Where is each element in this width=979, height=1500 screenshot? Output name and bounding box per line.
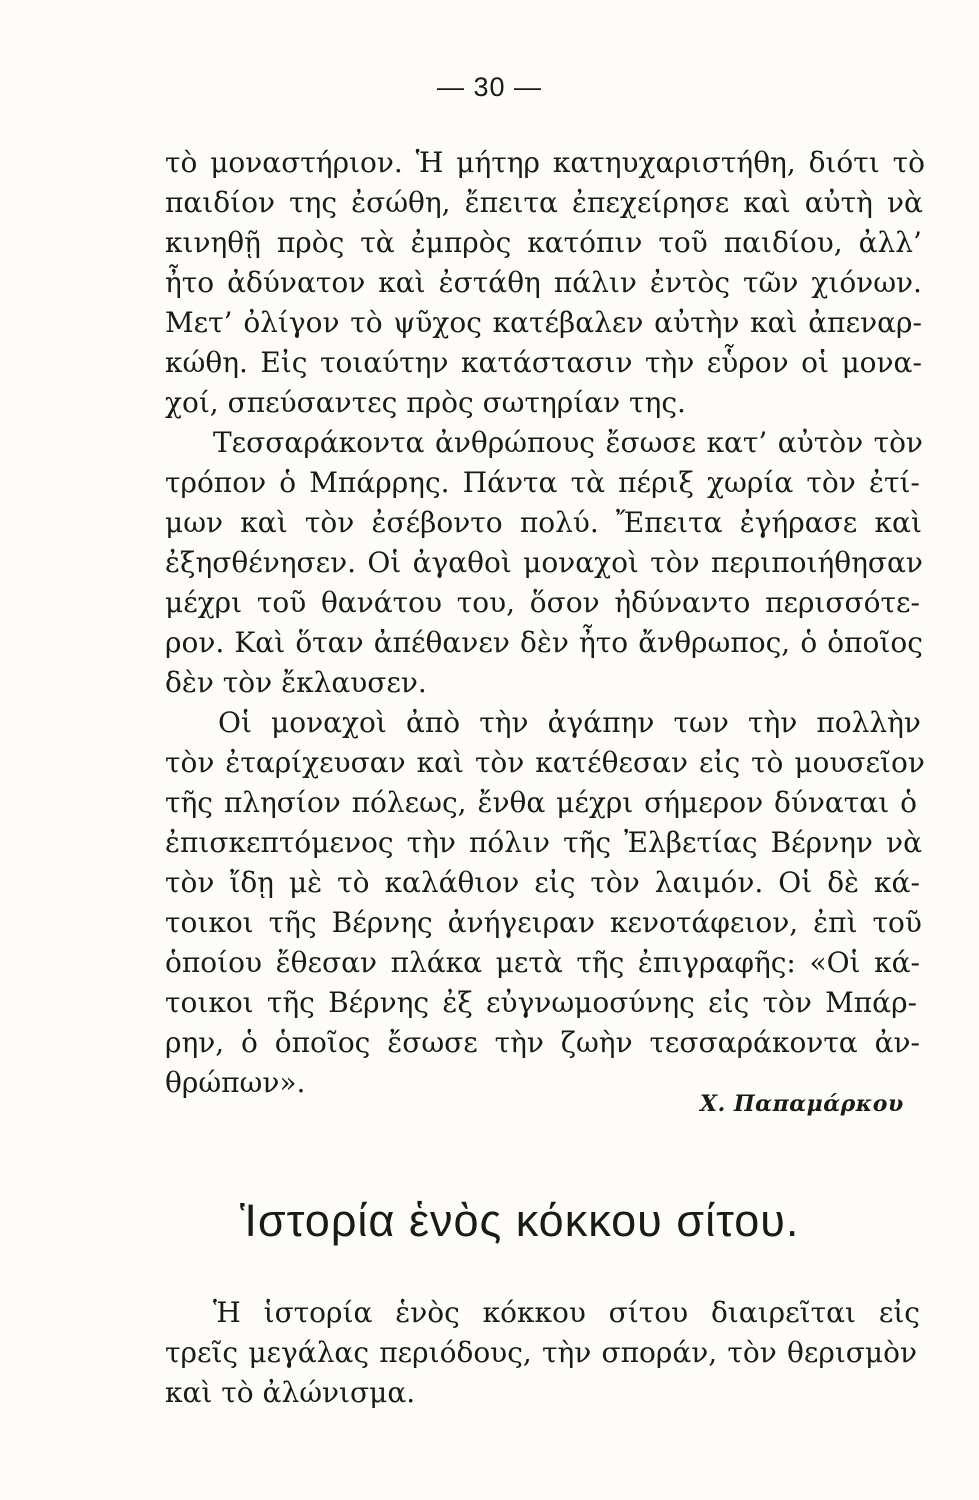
word: νὰ xyxy=(886,826,922,859)
text-line xyxy=(213,423,923,463)
word: ἐπὶ xyxy=(813,906,858,939)
text-line xyxy=(165,223,922,263)
word: ἐπιγραφῆς: xyxy=(637,946,796,979)
word: των xyxy=(673,706,729,739)
text-line xyxy=(165,543,923,583)
word: πλησίον xyxy=(223,786,341,819)
text-line xyxy=(165,943,920,983)
word: μουσεῖον xyxy=(794,746,925,779)
word: μοναχοὶ xyxy=(271,706,387,739)
word: τὴν xyxy=(644,346,695,379)
word: Μπάρ- xyxy=(825,986,917,1019)
word: σήμερον xyxy=(644,786,764,819)
word: αὐτὸν xyxy=(777,426,864,459)
word: τὴν xyxy=(494,1026,544,1059)
word: καὶ xyxy=(240,506,288,539)
word: ἐσώθη, xyxy=(351,186,451,219)
text-line: δὲν τὸν ἔκλαυσεν. xyxy=(165,666,427,699)
word: τὰ xyxy=(570,466,605,499)
text-line xyxy=(165,303,922,343)
word: ὁ xyxy=(900,786,917,819)
word: μετὰ xyxy=(495,946,563,979)
word: ἀδύνατον xyxy=(227,266,366,299)
word: τοῦ xyxy=(872,906,922,939)
word: ἐπεχείρησε xyxy=(571,186,730,219)
word: τὸν xyxy=(806,466,856,499)
word: δὲ xyxy=(827,866,860,899)
word: ὁποῖος xyxy=(827,626,923,659)
word: κινηθῇ xyxy=(165,226,261,259)
word: Ἔπειτα xyxy=(616,506,723,539)
word: ἔπειτα xyxy=(464,186,558,219)
word: Τεσσαράκοντα xyxy=(213,426,425,459)
word: τὴν xyxy=(479,706,529,739)
word: μονα- xyxy=(841,346,922,379)
word: τὴν xyxy=(542,1336,592,1369)
word: ἐγήρασε xyxy=(739,506,858,539)
word: διαιρεῖται xyxy=(710,1296,856,1329)
word: πόλεως, xyxy=(351,786,467,819)
word: εἰς xyxy=(878,1296,920,1329)
word: μοναχοὶ xyxy=(523,546,639,579)
word: κατάστασιν xyxy=(461,346,633,379)
word: τὸν xyxy=(165,746,215,779)
word: τῆς xyxy=(268,906,317,939)
word: ἦτο xyxy=(165,266,215,299)
word: ἦτο xyxy=(579,626,629,659)
word: τοικοι xyxy=(165,906,254,939)
word: καλάθιον xyxy=(384,866,520,899)
word: χωρία xyxy=(707,466,794,499)
word: δύναται xyxy=(774,786,890,819)
text-line xyxy=(165,863,920,903)
word: Ἡ xyxy=(213,1296,241,1329)
word: Πάντα xyxy=(462,466,558,499)
word: ὁποῖος xyxy=(274,1026,371,1059)
text-line: θρώπων». xyxy=(165,1066,306,1099)
word: αὐτὴ xyxy=(804,186,873,219)
text-line xyxy=(165,1023,920,1063)
word: μέχρι xyxy=(165,586,243,619)
word: μεγάλας xyxy=(248,1336,370,1369)
word: δὲν xyxy=(519,626,569,659)
word: ρην, xyxy=(165,1026,225,1059)
word: τῆς xyxy=(266,986,315,1019)
word: πόλιν xyxy=(469,826,551,859)
word: ἀνήγειραν xyxy=(447,906,595,939)
word: μων xyxy=(165,506,224,539)
word: μήτηρ xyxy=(456,146,540,179)
word: πέριξ xyxy=(618,466,694,499)
word: Οἱ xyxy=(218,706,252,739)
section-title: Ἱστορία ἑνὸς κόκκου σίτου. xyxy=(240,1195,800,1246)
word: τρεῖς xyxy=(165,1336,239,1369)
word: τῆς xyxy=(576,946,625,979)
word: κατηυχαριστήθη, xyxy=(552,146,796,179)
word: Ἡ xyxy=(415,146,444,179)
word: τοῦ xyxy=(256,586,307,619)
text-line xyxy=(213,1293,920,1333)
word: τὸ xyxy=(892,146,925,179)
text-line xyxy=(165,463,920,503)
word: ἐπισκεπτόμενος xyxy=(165,826,394,859)
word: Βέρνης xyxy=(328,986,430,1019)
word: ἀγάπην xyxy=(547,706,655,739)
word: σίτου xyxy=(608,1296,689,1329)
word: περισσότε- xyxy=(765,586,920,619)
word: ἐμπρὸς xyxy=(410,226,512,259)
word: τὸν xyxy=(727,1336,777,1369)
word: τεσσαράκοντα xyxy=(649,1026,858,1059)
word: καὶ xyxy=(378,266,426,299)
word: θερισμὸν xyxy=(787,1336,917,1369)
text-line xyxy=(165,743,925,783)
word: πλάκα xyxy=(390,946,483,979)
word: χιόνων. xyxy=(811,266,922,299)
word: τοῦ xyxy=(658,226,708,259)
word: περιόδους, xyxy=(379,1336,532,1369)
word: εὐγνωμοσύνης xyxy=(486,986,695,1019)
word: ἀν- xyxy=(874,1026,920,1059)
word: οἱ xyxy=(801,346,829,379)
word: ζωὴν xyxy=(560,1026,633,1059)
word: Βέρνης xyxy=(331,906,433,939)
word: Ἐλβετίας xyxy=(624,826,758,859)
word: εὗρον xyxy=(706,346,789,379)
word: Εἰς xyxy=(260,346,308,379)
word: κά- xyxy=(874,866,920,899)
word: Καὶ xyxy=(234,626,286,659)
word: πολύ. xyxy=(519,506,599,539)
word: κατ’ xyxy=(706,426,768,459)
word: κατέβαλεν xyxy=(492,306,644,339)
word: πρὸς xyxy=(276,226,345,259)
word: ἔθεσαν xyxy=(275,946,377,979)
word: κατέθεσαν xyxy=(535,746,689,779)
author-attribution: Χ. Παπαμάρκου xyxy=(700,1091,904,1117)
text-line xyxy=(165,343,922,383)
text-line xyxy=(165,823,922,863)
word: ἀνθρώπους xyxy=(434,426,595,459)
word: μέχρι xyxy=(556,786,634,819)
word: ἐξ xyxy=(442,986,473,1019)
word: τοικοι xyxy=(165,986,254,1019)
text-line xyxy=(165,183,923,223)
word: τῶν xyxy=(743,266,799,299)
word: αὐτὴν xyxy=(654,306,740,339)
word: παιδίου, xyxy=(723,226,843,259)
word: ἐσέβοντο xyxy=(371,506,503,539)
word: μὲ xyxy=(288,866,323,899)
word: της xyxy=(289,186,338,219)
text-line xyxy=(165,783,917,823)
word: τὸ xyxy=(337,866,370,899)
word: Μπάρρης. xyxy=(309,466,450,499)
word: κώθη. xyxy=(165,346,248,379)
word: Βέρνην xyxy=(770,826,873,859)
word: τὸν xyxy=(165,866,215,899)
word: εἰς xyxy=(534,866,576,899)
word: καὶ xyxy=(874,506,922,539)
word: ὁ xyxy=(279,466,297,499)
word: ἀλλ’ xyxy=(858,226,922,259)
word: ἐταρίχευσαν xyxy=(225,746,406,779)
word: ὁ xyxy=(241,1026,258,1059)
word: κενοτάφειον, xyxy=(609,906,799,939)
word: τὴν xyxy=(747,706,798,739)
word: του, xyxy=(456,586,516,619)
word: τρόπον xyxy=(165,466,267,499)
text-line xyxy=(165,263,922,303)
word: τὸν xyxy=(873,426,923,459)
word: κόκκου xyxy=(482,1296,586,1329)
text-line: χοί, σπεύσαντες πρὸς σωτηρίαν της. xyxy=(165,386,686,419)
word: ἔσωσε xyxy=(387,1026,478,1059)
word: σποράν, xyxy=(601,1336,718,1369)
word: τῆς xyxy=(563,826,612,859)
word: τὸν xyxy=(650,546,700,579)
word: ἀπὸ xyxy=(405,706,461,739)
text-line xyxy=(165,983,917,1023)
word: ψῦχος xyxy=(393,306,482,339)
word: Μετ’ xyxy=(165,306,233,339)
word: ἀπεναρ- xyxy=(808,306,922,339)
word: τὸν xyxy=(474,746,525,779)
text-line xyxy=(165,583,920,623)
word: ὅταν xyxy=(295,626,364,659)
word: ἱστορία xyxy=(263,1296,373,1329)
text-line xyxy=(165,623,923,663)
word: τὸν xyxy=(304,506,355,539)
word: Οἱ xyxy=(367,546,402,579)
word: νὰ xyxy=(886,186,923,219)
word: πάλιν xyxy=(553,266,637,299)
text-line xyxy=(218,703,921,743)
word: ἄνθρωπος, xyxy=(638,626,791,659)
word: θανάτου xyxy=(320,586,443,619)
word: ἑνὸς xyxy=(395,1296,460,1329)
word: τὰ xyxy=(360,226,395,259)
word: μοναστήριον. xyxy=(210,146,403,179)
word: Οἱ xyxy=(778,866,813,899)
word: ὅσον xyxy=(529,586,600,619)
word: τὸν xyxy=(762,986,812,1019)
page-number: — 30 — xyxy=(436,72,543,102)
word: περιποιήθησαν xyxy=(710,546,923,579)
word: ἐντὸς xyxy=(649,266,730,299)
word: ὁποίου xyxy=(165,946,262,979)
word: ἐξησθένησεν. xyxy=(165,546,357,579)
word: καὶ xyxy=(743,186,791,219)
word: κά- xyxy=(874,946,920,979)
word: λαιμόν. xyxy=(654,866,764,899)
word: ἔσωσε xyxy=(605,426,697,459)
word: τὸν xyxy=(590,866,640,899)
word: εἰς xyxy=(708,986,750,1019)
word: ἴδῃ xyxy=(229,866,274,899)
word: τὸ xyxy=(165,146,198,179)
word: ἀπέθανεν xyxy=(373,626,510,659)
text-line xyxy=(165,1333,917,1373)
text-line xyxy=(165,143,925,183)
text-line: καὶ τὸ ἀλώνισμα. xyxy=(165,1376,416,1409)
word: ὁ xyxy=(800,626,818,659)
word: τὴν xyxy=(406,826,456,859)
word: ὀλίγον xyxy=(243,306,340,339)
word: καὶ xyxy=(416,746,465,779)
word: εἰς xyxy=(698,746,741,779)
word: «Οἱ xyxy=(809,946,861,979)
word: ἐτί- xyxy=(868,466,920,499)
word: καὶ xyxy=(750,306,798,339)
word: κατόπιν xyxy=(527,226,643,259)
word: τὸ xyxy=(350,306,383,339)
word: τοιαύτην xyxy=(319,346,449,379)
word: ἀγαθοὶ xyxy=(412,546,512,579)
word: πολλὴν xyxy=(816,706,921,739)
word: τῆς xyxy=(165,786,213,819)
text-line xyxy=(165,903,922,943)
word: διότι xyxy=(808,146,880,179)
word: ἔνθα xyxy=(477,786,546,819)
word: ἐστάθη xyxy=(438,266,541,299)
word: ρον. xyxy=(165,626,225,659)
word: παιδίον xyxy=(165,186,276,219)
word: ἠδύναντο xyxy=(614,586,751,619)
text-line xyxy=(165,503,922,543)
word: τὸ xyxy=(751,746,784,779)
